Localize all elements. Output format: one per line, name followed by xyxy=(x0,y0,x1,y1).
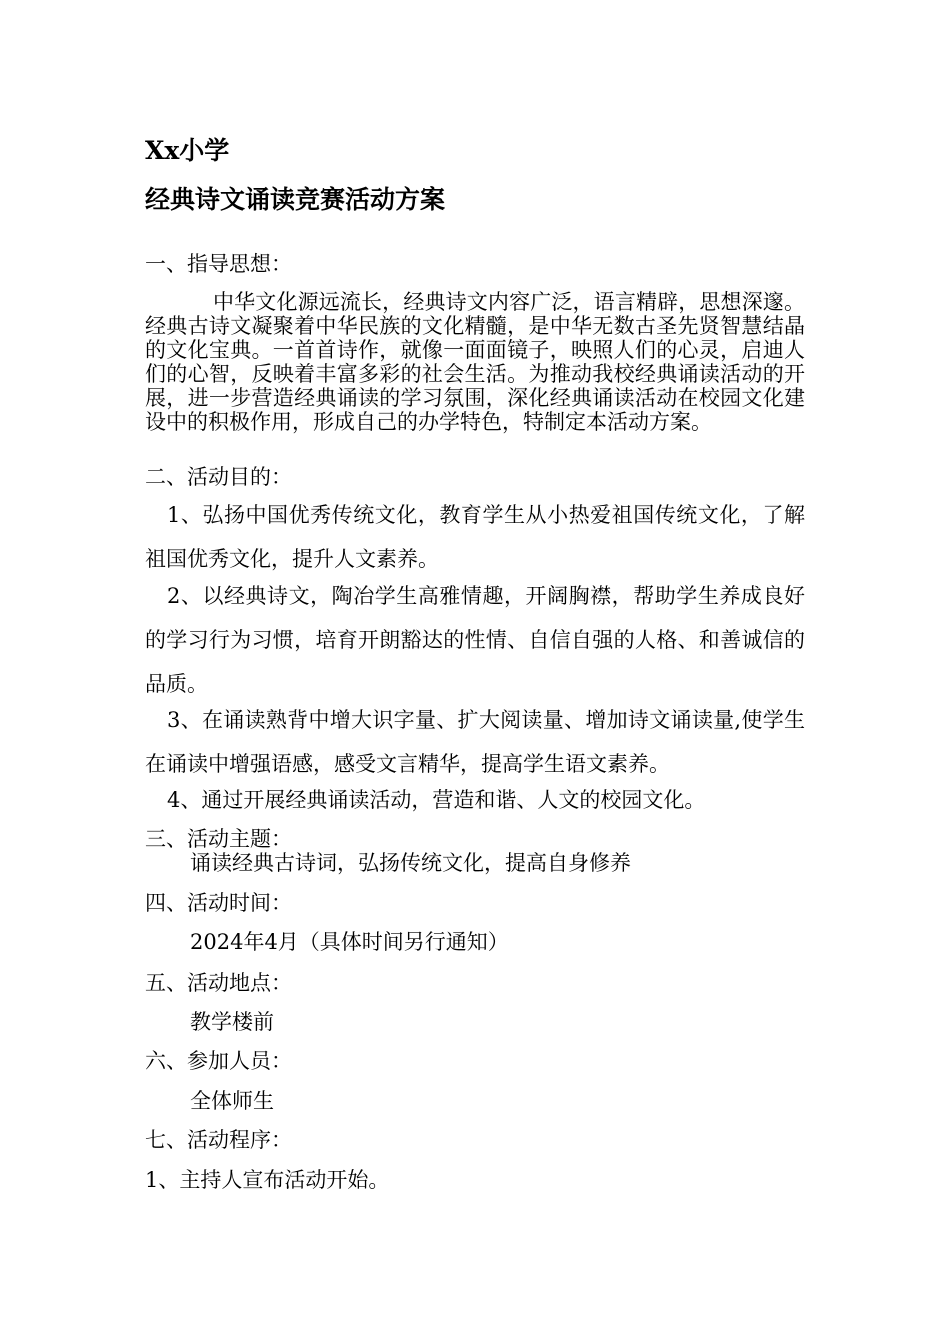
procedure-item-1: 1、主持人宣布活动开始。 xyxy=(145,1168,390,1192)
section-heading-theme: 三、活动主题： xyxy=(145,827,292,851)
guiding-paragraph: 中华文化源远流长，经典诗文内容广泛，语言精辟，思想深邃。经典古诗文凝聚着中华民族的文化精髓，是中华无数古圣先贤智慧结晶的文化宝典。一首首诗作，就像一面面镜子，映照人们的心灵，启迪人们的心智，反映着丰富多彩的社会生活。为推动我校经典诵读活动的开展，进一步营造经典诵读的学习氛围，深化经典诵读活动在校园文化建设中的积极作用，形成自己的办学特色，特制定本活动方案。 xyxy=(145,290,805,434)
purpose-item-3: 3、在诵读熟背中增大识字量、扩大阅读量、增加诗文诵读量,使学生在诵读中增强语感，感受文言精华，提高学生语文素养。 xyxy=(145,708,805,776)
time-text: 2024年4月（具体时间另行通知） xyxy=(190,930,509,954)
place-text: 教学楼前 xyxy=(190,1010,274,1034)
people-text: 全体师生 xyxy=(190,1089,274,1113)
school-name: Xx小学 xyxy=(145,136,230,165)
theme-text: 诵读经典古诗词，弘扬传统文化，提高自身修养 xyxy=(190,851,631,875)
section-heading-time: 四、活动时间： xyxy=(145,891,292,915)
section-heading-place: 五、活动地点： xyxy=(145,971,292,995)
purpose-item-1: 1、弘扬中国优秀传统文化，教育学生从小热爱祖国传统文化，了解祖国优秀文化，提升人文素养。 xyxy=(145,503,805,571)
section-heading-people: 六、参加人员： xyxy=(145,1049,292,1073)
section-heading-purpose: 二、活动目的： xyxy=(145,465,292,489)
document-title: 经典诗文诵读竞赛活动方案 xyxy=(145,185,446,214)
purpose-item-4: 4、通过开展经典诵读活动，营造和谐、人文的校园文化。 xyxy=(167,788,706,812)
section-heading-guiding: 一、指导思想： xyxy=(145,252,292,276)
section-heading-procedure: 七、活动程序： xyxy=(145,1128,292,1152)
purpose-item-2: 2、以经典诗文，陶冶学生高雅情趣，开阔胸襟，帮助学生养成良好的学习行为习惯，培育开朗豁达的性情、自信自强的人格、和善诚信的品质。 xyxy=(145,584,805,696)
